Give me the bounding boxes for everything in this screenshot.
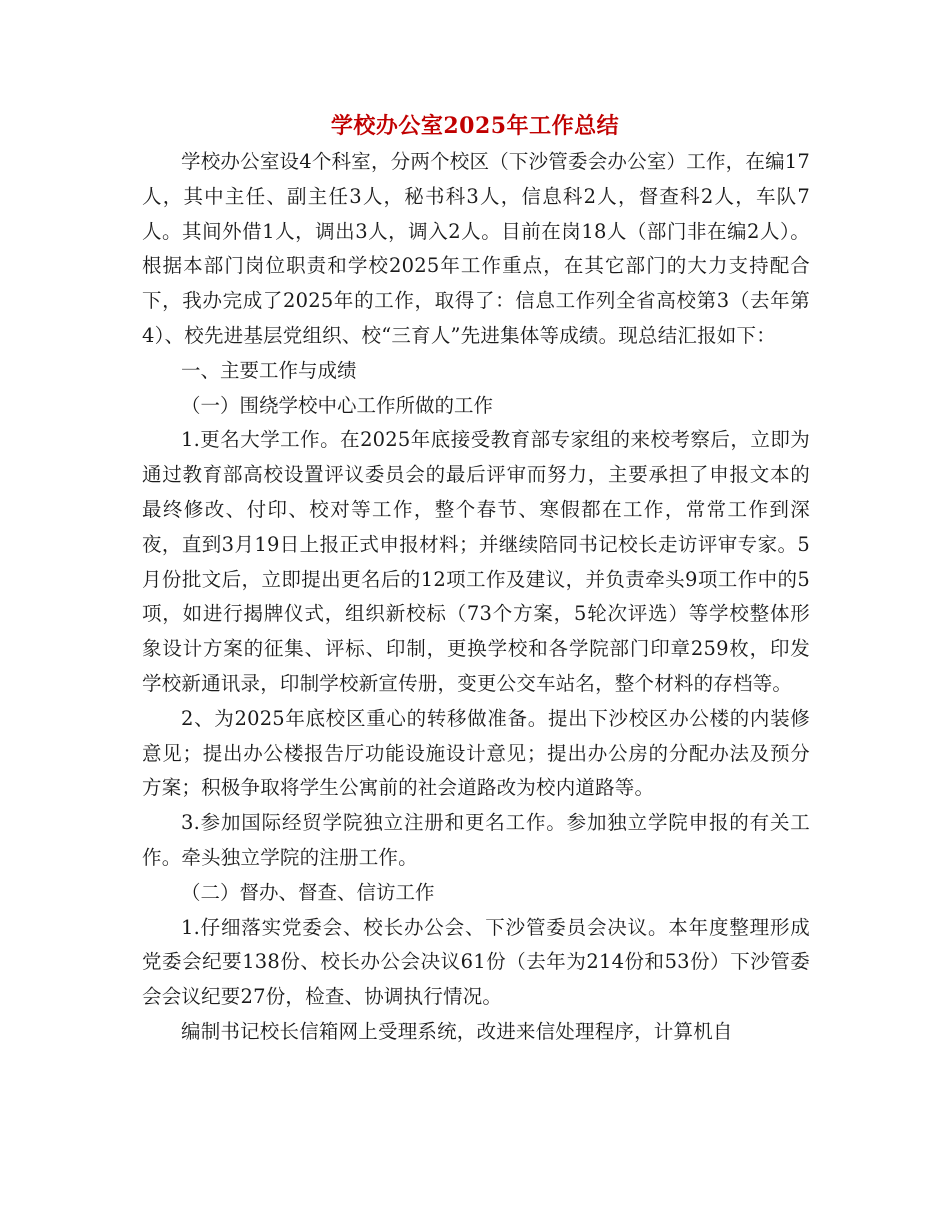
paragraph-independent-college: 3.参加国际经贸学院独立注册和更名工作。参加独立学院申报的有关工作。牵头独立学院的注册工作。 <box>142 811 810 869</box>
paragraph-resolutions: 1.仔细落实党委会、校长办公会、下沙管委员会决议。本年度整理形成党委会纪要138份、校长办公会决议61份（去年为214份和53份）下沙管委会会议纪要27份，检查、协调执行情况。 <box>142 915 810 1009</box>
subsection-heading-supervision: （二）督办、督查、信访工作 <box>181 880 435 904</box>
document-body <box>142 145 810 1050</box>
paragraph-mailbox-system: 编制书记校长信箱网上受理系统，改进来信处理程序，计算机自 <box>181 1019 733 1043</box>
paragraph-campus-transfer: 2、为2025年底校区重心的转移做准备。提出下沙校区办公楼的内装修意见；提出办公楼报告厅功能设施设计意见；提出办公房的分配办法及预分方案；积极争取将学生公寓前的社会道路改为校内道路等。 <box>142 706 810 800</box>
subsection-heading-center-work: （一）围绕学校中心工作所做的工作 <box>181 393 494 417</box>
paragraph-rename-university: 1.更名大学工作。在2025年底接受教育部专家组的来校考察后，立即为通过教育部高校设置评议委员会的最后评审而努力，主要承担了申报文本的最终修改、付印、校对等工作，整个春节、寒假都在工作，常常工作到深夜，直到3月19日上报正式申报材料；并继续陪同书记校长走访评审专家。5月份批文后，立即提出更名后的12项工作及建议，并负责牵头9项工作中的5项，如进行揭牌仪式，组织新校标（73个方案，5轮次评选）等学校整体形象设计方案的征集、评标、印制，更换学校和各学院部门印章259枚，印发学校新通讯录，印制学校新宣传册，变更公交车站名，整个材料的存档等。 <box>142 428 810 695</box>
document-title: 学校办公室2025年工作总结 <box>330 113 620 139</box>
section-heading-main-work: 一、主要工作与成绩 <box>181 358 357 382</box>
paragraph-intro: 学校办公室设4个科室，分两个校区（下沙管委会办公室）工作，在编17人，其中主任、副主任3人，秘书科3人，信息科2人，督查科2人，车队7人。其间外借1人，调出3人，调入2人。目前在岗18人（部门非在编2人）。根据本部门岗位职责和学校2025年工作重点，在其它部门的大力支持配合下，我办完成了2025年的工作，取得了：信息工作列全省高校第3（去年第4）、校先进基层党组织、校“三育人”先进集体等成绩。现总结汇报如下： <box>142 150 810 347</box>
